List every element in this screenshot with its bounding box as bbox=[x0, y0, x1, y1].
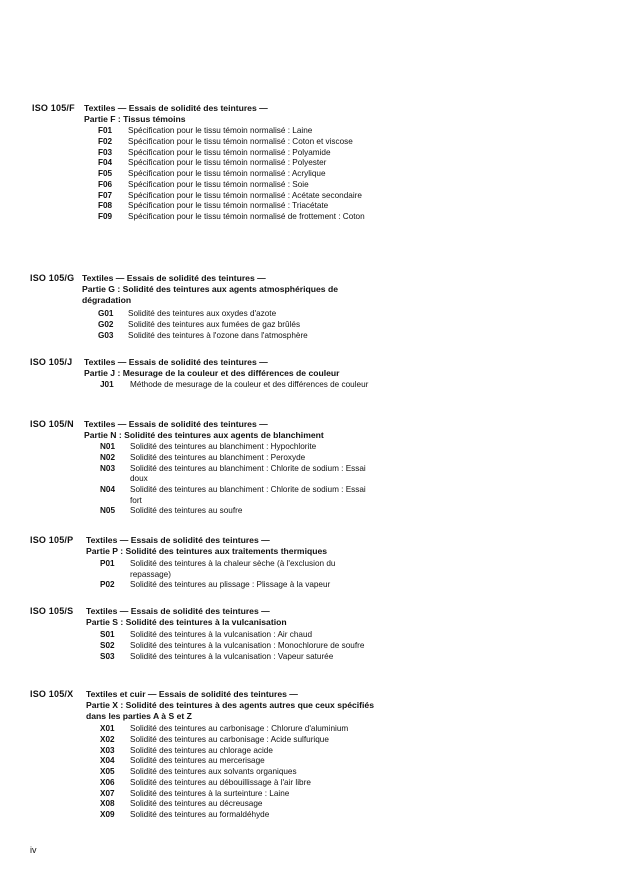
item-text: Solidité des teintures au soufre bbox=[130, 506, 243, 516]
section-title: Textiles — Essais de solidité des teintures — bbox=[82, 273, 266, 283]
item-text: Spécification pour le tissu témoin normalisé : Polyamide bbox=[128, 147, 331, 157]
item-text: Spécification pour le tissu témoin normalisé : Acétate secondaire bbox=[128, 190, 362, 200]
section-part: Partie X : Solidité des teintures à des agents autres que ceux spécifiés dans les parties A à S et Z bbox=[86, 700, 374, 721]
section-heading bbox=[86, 689, 378, 722]
list-item bbox=[100, 735, 375, 746]
item-code: N03 bbox=[100, 463, 116, 473]
standard-code: ISO 105/F bbox=[32, 103, 75, 113]
list-item bbox=[100, 506, 375, 517]
item-code: N05 bbox=[100, 506, 116, 516]
item-code: X03 bbox=[100, 745, 115, 755]
standard-code: ISO 105/S bbox=[30, 606, 74, 616]
item-code: S02 bbox=[100, 640, 115, 650]
list-item bbox=[100, 442, 375, 453]
list-item bbox=[100, 778, 375, 789]
item-text: Solidité des teintures à la vulcanisation : Vapeur saturée bbox=[130, 651, 334, 661]
section-part: Partie G : Solidité des teintures aux agents atmosphériques de dégradation bbox=[82, 284, 338, 305]
item-code: F03 bbox=[98, 147, 113, 157]
item-text: Solidité des teintures au débouillissage à l'air libre bbox=[130, 777, 311, 787]
item-text: Solidité des teintures au formaldéhyde bbox=[130, 810, 270, 820]
list-item bbox=[100, 810, 375, 821]
list-item bbox=[100, 380, 375, 391]
item-text: Spécification pour le tissu témoin normalisé : Acrylique bbox=[128, 169, 326, 179]
section-part: Partie S : Solidité des teintures à la vulcanisation bbox=[86, 617, 287, 627]
item-text: Spécification pour le tissu témoin normalisé : Polyester bbox=[128, 158, 327, 168]
section-heading bbox=[86, 535, 378, 557]
item-code: X05 bbox=[100, 767, 115, 777]
item-text: Solidité des teintures au blanchiment : Hypochlorite bbox=[130, 442, 317, 451]
item-code: N02 bbox=[100, 452, 116, 462]
list-item bbox=[98, 126, 373, 137]
item-text: Solidité des teintures à la surteinture : Laine bbox=[130, 788, 290, 798]
item-text: Solidité des teintures à la vulcanisation : Monochlorure de soufre bbox=[130, 640, 365, 650]
item-code: P01 bbox=[100, 559, 115, 568]
item-list bbox=[100, 724, 375, 821]
item-code: F02 bbox=[98, 136, 113, 146]
standard-code: ISO 105/J bbox=[30, 357, 73, 367]
item-text: Spécification pour le tissu témoin normalisé de frottement : Coton bbox=[128, 212, 365, 222]
standard-code: ISO 105/P bbox=[30, 535, 74, 545]
list-item bbox=[100, 453, 375, 464]
item-code: F04 bbox=[98, 158, 113, 168]
section-heading bbox=[86, 606, 378, 628]
list-item bbox=[98, 320, 373, 331]
list-item bbox=[100, 630, 375, 641]
list-item bbox=[100, 652, 375, 663]
list-item bbox=[100, 641, 375, 652]
item-text: Solidité des teintures au carbonisage : Acide sulfurique bbox=[130, 734, 329, 744]
section-title: Textiles et cuir — Essais de solidité des teintures — bbox=[86, 689, 298, 699]
item-text: Solidité des teintures au blanchiment : Chlorite de sodium : Essai fort bbox=[130, 484, 366, 505]
item-text: Méthode de mesurage de la couleur et des différences de couleur bbox=[130, 380, 369, 389]
item-list bbox=[100, 442, 375, 517]
section-title: Textiles — Essais de solidité des teintures — bbox=[84, 357, 268, 367]
list-item bbox=[100, 580, 375, 591]
list-item bbox=[100, 789, 375, 800]
item-code: X04 bbox=[100, 756, 115, 766]
item-code: G02 bbox=[98, 319, 114, 329]
item-code: F09 bbox=[98, 212, 113, 222]
section-part: Partie F : Tissus témoins bbox=[84, 114, 186, 124]
list-item bbox=[98, 191, 373, 202]
item-code: X07 bbox=[100, 788, 115, 798]
list-item bbox=[98, 169, 373, 180]
item-text: Solidité des teintures au chlorage acide bbox=[130, 745, 273, 755]
standard-code: ISO 105/X bbox=[30, 689, 74, 699]
item-text: Spécification pour le tissu témoin normalisé : Coton et viscose bbox=[128, 136, 353, 146]
item-code: S01 bbox=[100, 630, 115, 639]
section-part: Partie J : Mesurage de la couleur et des différences de couleur bbox=[84, 368, 340, 378]
item-list bbox=[100, 559, 375, 591]
item-code: S03 bbox=[100, 651, 115, 661]
item-text: Solidité des teintures aux solvants organiques bbox=[130, 767, 297, 777]
item-text: Solidité des teintures aux oxydes d'azote bbox=[128, 309, 277, 318]
section-heading bbox=[84, 103, 369, 125]
list-item bbox=[98, 137, 373, 148]
item-code: X08 bbox=[100, 799, 115, 809]
section-title: Textiles — Essais de solidité des teintures — bbox=[86, 606, 270, 616]
item-code: N04 bbox=[100, 484, 116, 494]
item-code: P02 bbox=[100, 580, 115, 590]
list-item bbox=[98, 180, 373, 191]
item-text: Solidité des teintures au mercerisage bbox=[130, 756, 265, 766]
item-list bbox=[100, 630, 375, 662]
item-code: F05 bbox=[98, 169, 113, 179]
item-code: X06 bbox=[100, 777, 115, 787]
page-number: iv bbox=[30, 845, 37, 855]
list-item bbox=[98, 201, 373, 212]
item-list bbox=[98, 309, 373, 341]
item-text: Solidité des teintures au plissage : Plissage à la vapeur bbox=[130, 580, 331, 590]
section-heading bbox=[84, 419, 376, 441]
item-code: F07 bbox=[98, 190, 113, 200]
item-code: G01 bbox=[98, 309, 114, 318]
list-item bbox=[98, 309, 373, 320]
section-title: Textiles — Essais de solidité des teintures — bbox=[84, 103, 268, 113]
item-text: Solidité des teintures aux fumées de gaz brûlés bbox=[128, 319, 301, 329]
section-part: Partie N : Solidité des teintures aux agents de blanchiment bbox=[84, 430, 324, 440]
item-text: Solidité des teintures à la chaleur sèche (à l'exclusion du repassage) bbox=[130, 559, 336, 579]
standard-code: ISO 105/G bbox=[30, 273, 75, 283]
list-item bbox=[100, 799, 375, 810]
list-item bbox=[100, 724, 375, 735]
list-item bbox=[100, 464, 375, 485]
item-text: Solidité des teintures au décreusage bbox=[130, 799, 263, 809]
item-code: N01 bbox=[100, 442, 116, 451]
list-item bbox=[100, 746, 375, 757]
standard-code: ISO 105/N bbox=[30, 419, 74, 429]
item-text: Solidité des teintures au carbonisage : Chlorure d'aluminium bbox=[130, 724, 349, 733]
list-item bbox=[100, 559, 375, 580]
list-item bbox=[100, 485, 375, 506]
item-text: Spécification pour le tissu témoin normalisé : Triacétate bbox=[128, 201, 329, 211]
item-code: X09 bbox=[100, 810, 115, 820]
section-title: Textiles — Essais de solidité des teintures — bbox=[84, 419, 268, 429]
section-heading bbox=[82, 273, 374, 306]
item-text: Solidité des teintures à l'ozone dans l'atmosphère bbox=[128, 330, 308, 340]
item-code: F01 bbox=[98, 126, 113, 135]
section-part: Partie P : Solidité des teintures aux traitements thermiques bbox=[86, 546, 328, 556]
item-code: X02 bbox=[100, 734, 115, 744]
item-text: Solidité des teintures à la vulcanisation : Air chaud bbox=[130, 630, 313, 639]
item-code: J01 bbox=[100, 380, 114, 389]
list-item bbox=[98, 158, 373, 169]
section-heading bbox=[84, 357, 376, 379]
item-text: Spécification pour le tissu témoin normalisé : Laine bbox=[128, 126, 313, 135]
item-list bbox=[100, 380, 375, 391]
section-title: Textiles — Essais de solidité des teintures — bbox=[86, 535, 270, 545]
list-item bbox=[100, 767, 375, 778]
item-text: Solidité des teintures au blanchiment : Chlorite de sodium : Essai doux bbox=[130, 463, 366, 484]
list-item bbox=[98, 212, 373, 223]
list-item bbox=[100, 756, 375, 767]
item-text: Solidité des teintures au blanchiment : Peroxyde bbox=[130, 452, 306, 462]
item-code: F06 bbox=[98, 179, 113, 189]
item-text: Spécification pour le tissu témoin normalisé : Soie bbox=[128, 179, 309, 189]
list-item bbox=[98, 148, 373, 159]
list-item bbox=[98, 331, 373, 342]
item-list bbox=[98, 126, 373, 223]
item-code: G03 bbox=[98, 330, 114, 340]
item-code: F08 bbox=[98, 201, 113, 211]
item-code: X01 bbox=[100, 724, 115, 733]
